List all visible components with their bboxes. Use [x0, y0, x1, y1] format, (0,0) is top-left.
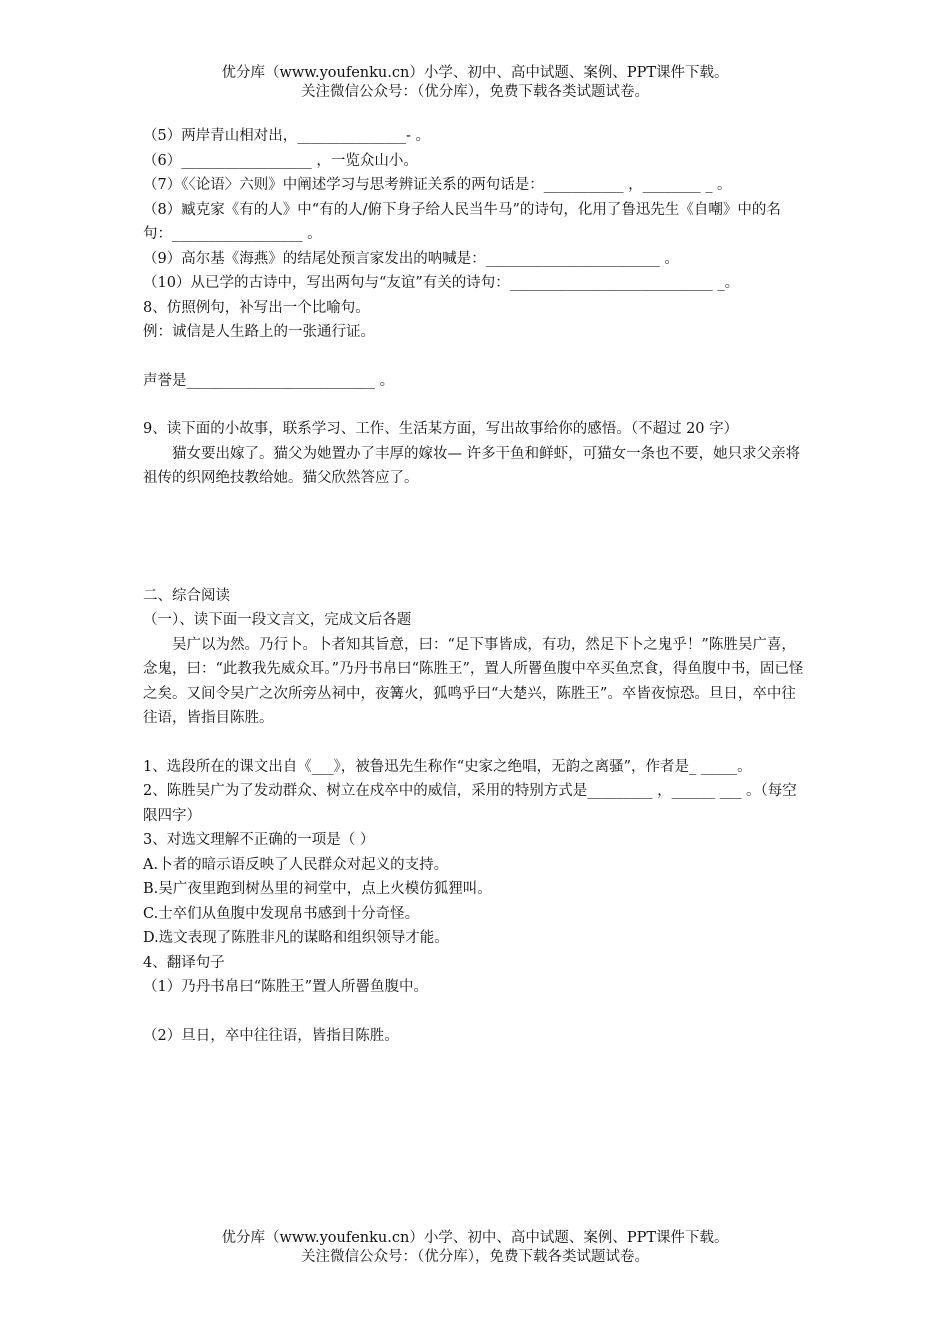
header-line-2: 关注微信公众号：（优分库），免费下载各类试题试卷。	[301, 84, 649, 100]
question-2: 2、陈胜吴广为了发动群众、树立在戍卒中的威信，采用的特别方式是_________ ，______ ___ 。（每空限四字）	[143, 783, 797, 824]
spacer	[143, 491, 807, 584]
fill-item-6: （6）__________________ ，一览众山小。	[143, 152, 418, 169]
page-header	[0, 64, 950, 102]
fill-item-7: （7）《〈论语〉六则》中阐述学习与思考辨证关系的两句话是：___________ ，________ _ 。	[143, 177, 732, 193]
spacer	[143, 345, 807, 369]
footer-line-1: 优分库（www.youfenku.cn）小学、初中、高中试题、案例、PPT课件下载。	[221, 1230, 729, 1246]
fill-item-10: （10）从已学的古诗中，写出两句与“友谊”有关的诗句：____________________________ _。	[143, 275, 740, 291]
option-b: B.吴广夜里跑到树丛里的祠堂中，点上火模仿狐狸叫。	[143, 881, 492, 897]
fill-item-9: （9）高尔基《海燕》的结尾处预言家发出的呐喊是：________________________ 。	[143, 250, 679, 267]
q9-title: 9、读下面的小故事，联系学习、工作、生活某方面，写出故事给你的感悟。（不超过 20 字）	[143, 421, 739, 437]
translate-item-2: （2）旦日，卒中往往语，皆指目陈胜。	[143, 1027, 399, 1044]
question-1: 1、选段所在的课文出自《___》，被鲁迅先生称作“史家之绝唱，无韵之离骚”，作者是_ _____。	[143, 758, 752, 775]
translate-item-1: （1）乃丹书帛曰“陈胜王”置人所罾鱼腹中。	[143, 979, 429, 995]
header-line-1: 优分库（www.youfenku.cn）小学、初中、高中试题、案例、PPT课件下载。	[221, 65, 729, 81]
option-c: C.士卒们从鱼腹中发现帛书感到十分奇怪。	[143, 905, 420, 922]
question-3: 3、对选文理解不正确的一项是（ ）	[143, 832, 375, 848]
fill-item-5: （5）两岸青山相对出，_______________- 。	[143, 128, 430, 144]
spacer	[143, 1000, 807, 1024]
option-a: A.卜者的暗示语反映了人民群众对起义的支持。	[143, 856, 449, 873]
document-body	[143, 124, 807, 1048]
fill-item-8: （8）臧克家《有的人》中“有的人/俯下身子给人民当牛马”的诗句，化用了鲁迅先生《自嘲》中的名句：__________________ 。	[143, 201, 781, 242]
q9-story: 猫女要出嫁了。猫父为她置办了丰厚的嫁妆— 许多干鱼和鲜虾，可猫女一条也不要，她只求父亲将祖传的织网绝技教给她。猫父欣然答应了。	[143, 445, 801, 486]
spacer	[143, 731, 807, 755]
question-4: 4、翻译句子	[143, 954, 225, 971]
q8-answer-line: 声誉是__________________________ 。	[143, 372, 395, 389]
q8-title: 8、仿照例句，补写出一个比喻句。	[143, 299, 370, 316]
option-d: D.选文表现了陈胜非凡的谋略和组织领导才能。	[143, 930, 449, 946]
section-subtitle: （一）、读下面一段文言文，完成文后各题	[143, 612, 412, 628]
spacer	[143, 393, 807, 417]
section-title: 二、综合阅读	[143, 587, 230, 604]
footer-line-2: 关注微信公众号：（优分库），免费下载各类试题试卷。	[301, 1249, 649, 1265]
q8-example: 例：诚信是人生路上的一张通行证。	[143, 324, 375, 340]
classical-passage: 吴广以为然。乃行卜。卜者知其旨意，曰：“足下事皆成，有功，然足下卜之鬼乎！”陈胜吴广喜，念鬼，曰：“此教我先威众耳。”乃丹书帛曰“陈胜王”，置人所罾鱼腹中卒买鱼烹食，得鱼腹中书，固已怪之矣。又间令吴广之次所旁丛祠中，夜篝火，狐鸣乎曰“大楚兴，陈胜王”。卒皆夜惊恐。旦日，卒中往往语，皆指目陈胜。	[143, 636, 804, 726]
page-footer	[0, 1229, 950, 1267]
